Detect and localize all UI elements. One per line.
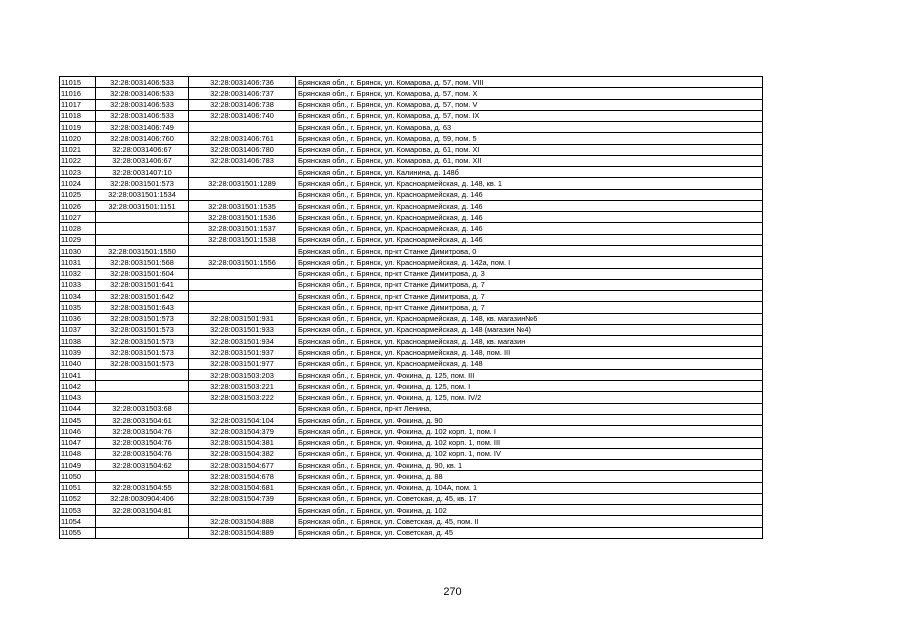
address-cell: Брянская обл., г. Брянск, ул. Комарова, д. 57, пом. VIII [296,77,763,88]
row-number-cell: 11049 [60,460,96,471]
address-cell: Брянская обл., г. Брянск, ул. Красноармейская, д. 148, кв. 1 [296,178,763,189]
row-number-cell: 11032 [60,268,96,279]
cadastral-number-cell: 32:28:0031501:934 [189,336,296,347]
row-number-cell: 11018 [60,110,96,121]
row-number-cell: 11026 [60,200,96,211]
row-number-cell: 11016 [60,88,96,99]
parent-cadastral-number-cell: 32:28:0031504:81 [96,505,189,516]
address-cell: Брянская обл., г. Брянск, ул. Фокина, д. 125, пом. IV/2 [296,392,763,403]
row-number-cell: 11042 [60,381,96,392]
address-cell: Брянская обл., г. Брянск, ул. Красноармейская, д. 148, кв. магазин№6 [296,313,763,324]
row-number-cell: 11029 [60,234,96,245]
address-cell: Брянская обл., г. Брянск, пр-кт Ленина, [296,403,763,414]
cadastral-number-cell: 32:28:0031501:933 [189,324,296,335]
row-number-cell: 11033 [60,279,96,290]
row-number-cell: 11040 [60,358,96,369]
table-row [60,516,763,527]
row-number-cell: 11048 [60,448,96,459]
table-row [60,392,763,403]
row-number-cell: 11052 [60,493,96,504]
parent-cadastral-number-cell: 32:28:0031501:568 [96,257,189,268]
parent-cadastral-number-cell: 32:28:0031501:573 [96,336,189,347]
cadastral-number-cell: 32:28:0031504:379 [189,426,296,437]
cadastral-number-cell: 32:28:0031503:221 [189,381,296,392]
parent-cadastral-number-cell: 32:28:0031406:533 [96,88,189,99]
row-number-cell: 11034 [60,291,96,302]
parent-cadastral-number-cell: 32:28:0031503:68 [96,403,189,414]
table-row [60,437,763,448]
address-cell: Брянская обл., г. Брянск, ул. Советская, д. 45, кв. 17 [296,493,763,504]
cadastral-number-cell: 32:28:0031504:739 [189,493,296,504]
parent-cadastral-number-cell: 32:28:0031501:573 [96,347,189,358]
address-cell: Брянская обл., г. Брянск, пр-кт Станке Димитрова, д. 7 [296,291,763,302]
address-cell: Брянская обл., г. Брянск, ул. Комарова, д. 57, пом. Х [296,88,763,99]
row-number-cell: 11023 [60,167,96,178]
cadastral-number-cell: 32:28:0031504:681 [189,482,296,493]
address-cell: Брянская обл., г. Брянск, ул. Фокина, д. 102 [296,505,763,516]
parent-cadastral-number-cell: 32:28:0031407:10 [96,167,189,178]
cadastral-number-cell: 32:28:0031503:222 [189,392,296,403]
address-cell: Брянская обл., г. Брянск, ул. Красноармейская, д. 148 [296,358,763,369]
parent-cadastral-number-cell: 32:28:0031504:55 [96,482,189,493]
parent-cadastral-number-cell [96,516,189,527]
table-row [60,460,763,471]
parent-cadastral-number-cell: 32:28:0031406:760 [96,133,189,144]
row-number-cell: 11015 [60,77,96,88]
address-cell: Брянская обл., г. Брянск, ул. Красноармейская, д. 148, пом. III [296,347,763,358]
row-number-cell: 11044 [60,403,96,414]
cadastral-number-cell: 32:28:0031406:780 [189,144,296,155]
address-cell: Брянская обл., г. Брянск, ул. Фокина, д. 102 корп. 1, пом. IV [296,448,763,459]
parent-cadastral-number-cell [96,369,189,380]
cadastral-number-cell: 32:28:0031503:203 [189,369,296,380]
parent-cadastral-number-cell: 32:28:0031501:573 [96,313,189,324]
address-cell: Брянская обл., г. Брянск, ул. Фокина, д. 88 [296,471,763,482]
table-row [60,403,763,414]
row-number-cell: 11053 [60,505,96,516]
row-number-cell: 11028 [60,223,96,234]
cadastral-number-cell: 32:28:0031501:1538 [189,234,296,245]
parent-cadastral-number-cell: 32:28:0031501:1534 [96,189,189,200]
row-number-cell: 11019 [60,122,96,133]
cadastral-number-cell: 32:28:0031504:382 [189,448,296,459]
parent-cadastral-number-cell [96,223,189,234]
address-cell: Брянская обл., г. Брянск, ул. Фокина, д. 102 корп. 1, пом. I [296,426,763,437]
address-cell: Брянская обл., г. Брянск, пр-кт Станке Димитрова, д. 7 [296,279,763,290]
cadastral-number-cell: 32:28:0031406:740 [189,110,296,121]
table-row [60,223,763,234]
address-cell: Брянская обл., г. Брянск, ул. Фокина, д. 90, кв. 1 [296,460,763,471]
cadastral-number-cell: 32:28:0031504:888 [189,516,296,527]
row-number-cell: 11025 [60,189,96,200]
row-number-cell: 11030 [60,245,96,256]
row-number-cell: 11017 [60,99,96,110]
table-row [60,493,763,504]
cadastral-number-cell [189,505,296,516]
parent-cadastral-number-cell: 32:28:0031501:573 [96,358,189,369]
address-cell: Брянская обл., г. Брянск, ул. Калинина, д. 148б [296,167,763,178]
table-row [60,448,763,459]
cadastral-number-cell: 32:28:0031406:737 [189,88,296,99]
table-row [60,527,763,538]
cadastral-number-cell: 32:28:0031406:783 [189,155,296,166]
parent-cadastral-number-cell [96,234,189,245]
table-row [60,482,763,493]
parent-cadastral-number-cell: 32:28:0031501:573 [96,178,189,189]
row-number-cell: 11024 [60,178,96,189]
row-number-cell: 11035 [60,302,96,313]
parent-cadastral-number-cell: 32:28:0031406:749 [96,122,189,133]
table-row [60,155,763,166]
parent-cadastral-number-cell: 32:28:0031406:67 [96,144,189,155]
parent-cadastral-number-cell: 32:28:0031501:1550 [96,245,189,256]
table-row [60,426,763,437]
parent-cadastral-number-cell [96,381,189,392]
table-row [60,189,763,200]
address-cell: Брянская обл., г. Брянск, ул. Советская, д. 45 [296,527,763,538]
row-number-cell: 11047 [60,437,96,448]
cadastral-number-cell: 32:28:0031504:889 [189,527,296,538]
table-row [60,110,763,121]
parent-cadastral-number-cell: 32:28:0031501:642 [96,291,189,302]
parent-cadastral-number-cell: 32:28:0031501:643 [96,302,189,313]
parent-cadastral-number-cell: 32:28:0031501:641 [96,279,189,290]
table-row [60,167,763,178]
parent-cadastral-number-cell: 32:28:0031406:533 [96,110,189,121]
table-row [60,200,763,211]
table-row [60,77,763,88]
row-number-cell: 11050 [60,471,96,482]
table-row [60,122,763,133]
address-cell: Брянская обл., г. Брянск, пр-кт Станке Димитрова, д. 3 [296,268,763,279]
cadastral-number-cell [189,291,296,302]
table-body [60,77,763,539]
table-row [60,245,763,256]
cadastral-number-cell: 32:28:0031501:1289 [189,178,296,189]
table-row [60,178,763,189]
parent-cadastral-number-cell: 32:28:0031504:76 [96,448,189,459]
table-row [60,279,763,290]
row-number-cell: 11027 [60,212,96,223]
row-number-cell: 11031 [60,257,96,268]
table-row [60,291,763,302]
row-number-cell: 11045 [60,414,96,425]
cadastral-number-cell [189,268,296,279]
table-row [60,88,763,99]
table-row [60,358,763,369]
address-cell: Брянская обл., г. Брянск, ул. Комарова, д. 59, пом. 5 [296,133,763,144]
table-row [60,257,763,268]
address-cell: Брянская обл., г. Брянск, ул. Фокина, д. 104А, пом. 1 [296,482,763,493]
address-cell: Брянская обл., г. Брянск, ул. Комарова, д. 63 [296,122,763,133]
parent-cadastral-number-cell [96,471,189,482]
table-row [60,414,763,425]
table-row [60,99,763,110]
cadastral-number-cell: 32:28:0031406:736 [189,77,296,88]
table-row [60,347,763,358]
cadastral-number-cell: 32:28:0031504:381 [189,437,296,448]
table-row [60,336,763,347]
parent-cadastral-number-cell: 32:28:0031504:76 [96,437,189,448]
table-row [60,471,763,482]
cadastral-number-cell [189,122,296,133]
table-row [60,144,763,155]
parent-cadastral-number-cell: 32:28:0031504:61 [96,414,189,425]
address-cell: Брянская обл., г. Брянск, ул. Комарова, д. 61, пом. XI [296,144,763,155]
cadastral-number-cell: 32:28:0031504:678 [189,471,296,482]
address-cell: Брянская обл., г. Брянск, ул. Красноармейская, д. 148, кв. магазин [296,336,763,347]
cadastral-number-cell: 32:28:0031501:1535 [189,200,296,211]
cadastral-number-cell [189,167,296,178]
address-cell: Брянская обл., г. Брянск, ул. Красноармейская, д. 146 [296,200,763,211]
parent-cadastral-number-cell: 32:28:0031504:76 [96,426,189,437]
cadastral-number-cell: 32:28:0031406:761 [189,133,296,144]
address-cell: Брянская обл., г. Брянск, ул. Советская, д. 45, пом. II [296,516,763,527]
page-number: 270 [443,586,462,598]
cadastral-number-cell [189,189,296,200]
table-row [60,133,763,144]
table-row [60,268,763,279]
cadastral-table [59,76,763,539]
row-number-cell: 11054 [60,516,96,527]
row-number-cell: 11036 [60,313,96,324]
cadastral-number-cell: 32:28:0031501:977 [189,358,296,369]
row-number-cell: 11055 [60,527,96,538]
parent-cadastral-number-cell: 32:28:0031406:67 [96,155,189,166]
table-row [60,369,763,380]
cadastral-number-cell [189,245,296,256]
row-number-cell: 11043 [60,392,96,403]
cadastral-number-cell: 32:28:0031501:1537 [189,223,296,234]
cadastral-number-cell: 32:28:0031504:104 [189,414,296,425]
table-row [60,302,763,313]
address-cell: Брянская обл., г. Брянск, ул. Комарова, д. 61, пом. XII [296,155,763,166]
table-row [60,234,763,245]
parent-cadastral-number-cell [96,527,189,538]
row-number-cell: 11046 [60,426,96,437]
row-number-cell: 11022 [60,155,96,166]
row-number-cell: 11051 [60,482,96,493]
parent-cadastral-number-cell: 32:28:0031501:604 [96,268,189,279]
address-cell: Брянская обл., г. Брянск, ул. Комарова, д. 57, пом. IX [296,110,763,121]
cadastral-number-cell: 32:28:0031501:1556 [189,257,296,268]
parent-cadastral-number-cell: 32:28:0031406:533 [96,99,189,110]
row-number-cell: 11038 [60,336,96,347]
address-cell: Брянская обл., г. Брянск, ул. Красноармейская, д. 146 [296,234,763,245]
cadastral-number-cell [189,302,296,313]
cadastral-number-cell: 32:28:0031501:937 [189,347,296,358]
table-row [60,212,763,223]
cadastral-number-cell [189,403,296,414]
address-cell: Брянская обл., г. Брянск, ул. Красноармейская, д. 148 (магазин №4) [296,324,763,335]
row-number-cell: 11037 [60,324,96,335]
parent-cadastral-number-cell [96,212,189,223]
row-number-cell: 11020 [60,133,96,144]
parent-cadastral-number-cell: 32:28:0031504:62 [96,460,189,471]
address-cell: Брянская обл., г. Брянск, ул. Фокина, д. 125, пом. I [296,381,763,392]
address-cell: Брянская обл., г. Брянск, ул. Красноармейская, д. 142а, пом. I [296,257,763,268]
parent-cadastral-number-cell: 32:28:0031406:533 [96,77,189,88]
cadastral-number-cell: 32:28:0031406:738 [189,99,296,110]
cadastral-number-cell: 32:28:0031504:677 [189,460,296,471]
parent-cadastral-number-cell: 32:28:0031501:573 [96,324,189,335]
table-row [60,324,763,335]
row-number-cell: 11041 [60,369,96,380]
address-cell: Брянская обл., г. Брянск, пр-кт Станке Димитрова, д. 7 [296,302,763,313]
address-cell: Брянская обл., г. Брянск, ул. Фокина, д. 102 корп. 1, пом. III [296,437,763,448]
row-number-cell: 11021 [60,144,96,155]
cadastral-number-cell: 32:28:0031501:1536 [189,212,296,223]
parent-cadastral-number-cell [96,392,189,403]
address-cell: Брянская обл., г. Брянск, ул. Красноармейская, д. 146 [296,223,763,234]
address-cell: Брянская обл., г. Брянск, ул. Фокина, д. 90 [296,414,763,425]
address-cell: Брянская обл., г. Брянск, ул. Красноармейская, д. 146 [296,212,763,223]
cadastral-number-cell: 32:28:0031501:931 [189,313,296,324]
address-cell: Брянская обл., г. Брянск, ул. Красноармейская, д. 146 [296,189,763,200]
address-cell: Брянская обл., г. Брянск, пр-кт Станке Димитрова, 0 [296,245,763,256]
cadastral-number-cell [189,279,296,290]
parent-cadastral-number-cell: 32:28:0030904:406 [96,493,189,504]
row-number-cell: 11039 [60,347,96,358]
address-cell: Брянская обл., г. Брянск, ул. Фокина, д. 125, пом. III [296,369,763,380]
table-row [60,313,763,324]
table-row [60,505,763,516]
table-row [60,381,763,392]
address-cell: Брянская обл., г. Брянск, ул. Комарова, д. 57, пом. V [296,99,763,110]
parent-cadastral-number-cell: 32:28:0031501:1151 [96,200,189,211]
